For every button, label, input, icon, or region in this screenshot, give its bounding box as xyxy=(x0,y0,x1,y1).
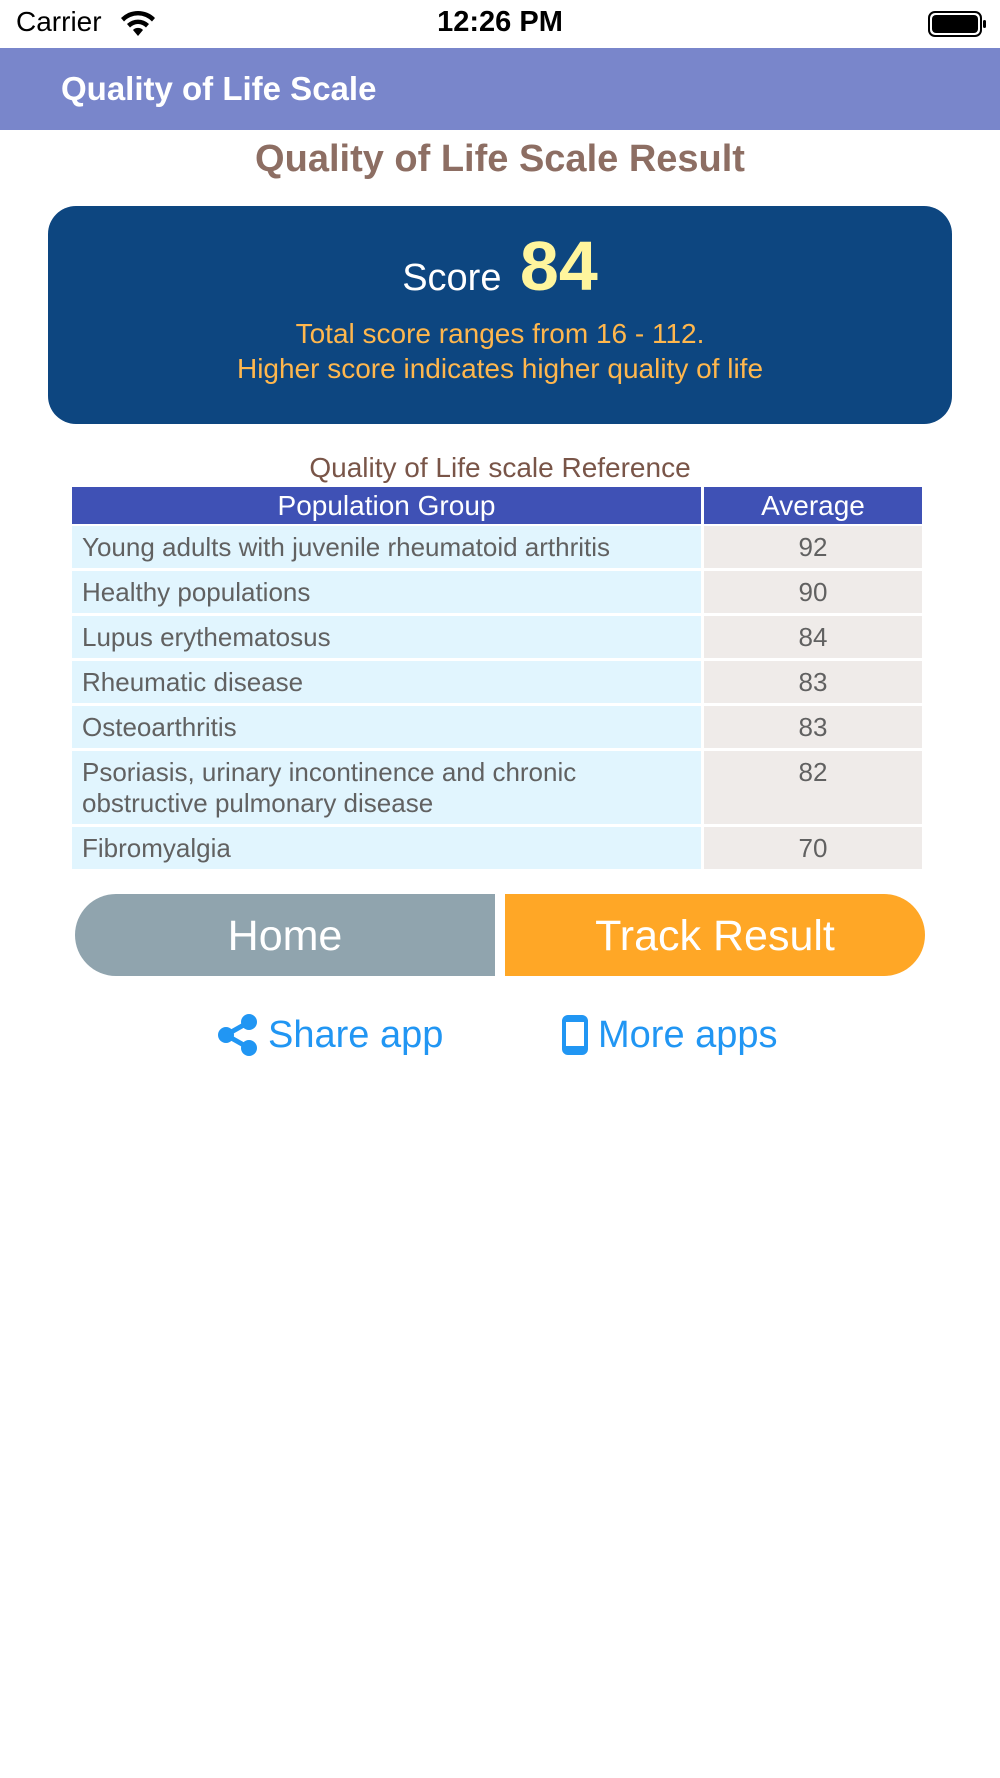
row-average: 92 xyxy=(704,526,922,571)
table-row xyxy=(72,827,922,872)
status-time: 12:26 PM xyxy=(437,6,563,38)
share-icon xyxy=(216,1013,260,1057)
row-average: 90 xyxy=(704,571,922,616)
share-app-label: Share app xyxy=(268,1013,444,1056)
row-group: Young adults with juvenile rheumatoid arthritis xyxy=(72,526,704,571)
score-card xyxy=(48,206,952,424)
score-interpretation-text: Higher score indicates higher quality of life xyxy=(236,353,764,384)
more-apps-link[interactable] xyxy=(562,1010,778,1060)
reference-table xyxy=(72,487,922,872)
row-average: 70 xyxy=(704,827,922,872)
row-average: 83 xyxy=(704,706,922,751)
row-average: 83 xyxy=(704,661,922,706)
phone-icon xyxy=(562,1015,588,1055)
row-group: Lupus erythematosus xyxy=(72,616,704,661)
header-average: Average xyxy=(704,487,922,526)
row-group: Psoriasis, urinary incontinence and chronic obstructive pulmonary disease xyxy=(72,751,704,827)
row-average: 84 xyxy=(704,616,922,661)
row-group: Healthy populations xyxy=(72,571,704,616)
table-row xyxy=(72,751,922,827)
nav-title: Quality of Life Scale xyxy=(61,70,377,107)
score-value: 84 xyxy=(519,227,598,305)
table-row xyxy=(72,706,922,751)
score-description xyxy=(48,316,952,386)
row-group: Rheumatic disease xyxy=(72,661,704,706)
header-population-group: Population Group xyxy=(72,487,704,526)
more-apps-label: More apps xyxy=(598,1013,778,1056)
reference-title: Quality of Life scale Reference xyxy=(309,452,691,483)
battery-icon xyxy=(928,10,988,38)
table-row xyxy=(72,661,922,706)
carrier-label: Carrier xyxy=(16,6,102,37)
score-label: Score xyxy=(402,257,502,299)
status-bar xyxy=(0,0,1000,48)
table-row xyxy=(72,571,922,616)
score-range-text: Total score ranges from 16 - 112. xyxy=(295,318,705,349)
row-group: Fibromyalgia xyxy=(72,827,704,872)
share-app-link[interactable] xyxy=(216,1010,443,1060)
home-button[interactable]: Home xyxy=(75,894,495,976)
table-row xyxy=(72,616,922,661)
result-title: Quality of Life Scale Result xyxy=(255,138,745,180)
table-row xyxy=(72,526,922,571)
nav-bar xyxy=(0,48,1000,130)
table-header-row xyxy=(72,487,922,526)
score-line xyxy=(48,226,952,306)
row-group: Osteoarthritis xyxy=(72,706,704,751)
track-result-button[interactable]: Track Result xyxy=(505,894,925,976)
row-average: 82 xyxy=(704,751,922,827)
